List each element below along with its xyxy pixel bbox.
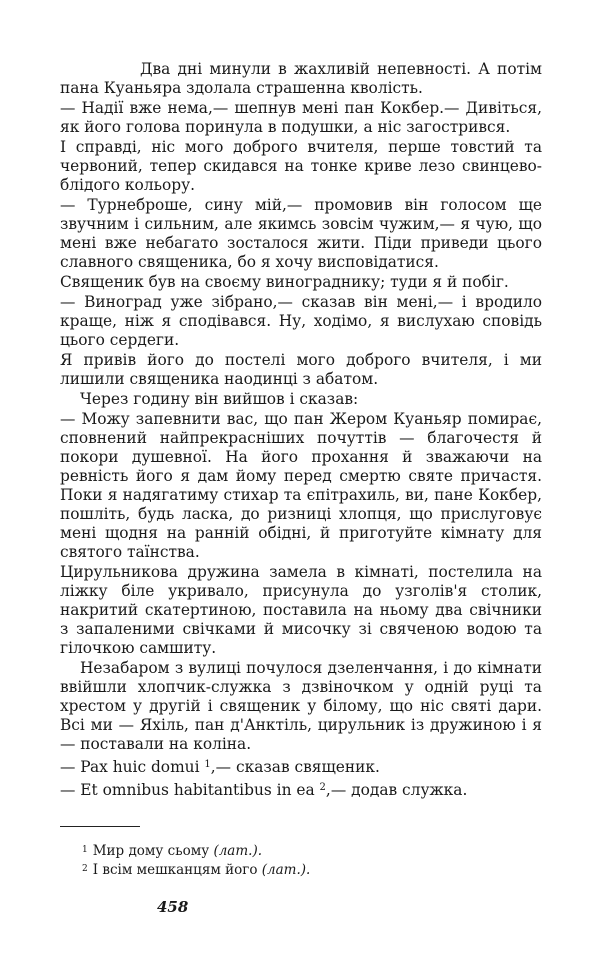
footnote-divider [60,826,140,827]
paragraph: Незабаром з вулиці почулося дзеленчання, і до кімнати ввійшли хлопчик-служка з дзвіночком у одній руці та хрестом у другій і священик у білому, що ніс святі дари. Всі ми — Яхіль, пан д'Анктіль, цирульник із дружиною і я — поставали на коліна. [60,659,542,753]
latin-text-after: ,— додав служка. [325,781,468,799]
paragraph: Два дні минули в жахливій непевності. А потім пана Куаньяра здолала страшенна кволість. [60,60,542,97]
footnote-text: Мир дому сьому [92,843,214,859]
paragraph: Цирульникова дружина замела в кімнаті, постелила на ліжку біле укривало, присунула до узголів'я столик, накритий скатертиною, поставила на ньому два свічники з запаленими свічками й мисочку зі свяченою водою та гілочкою самшиту. [60,563,542,657]
paragraph: Священик був на своєму винограднику; туди я й побіг. [60,273,509,291]
latin-line [60,755,542,777]
paragraph: — Виноград уже зібрано,— сказав він мені,— і вродило краще, ніж я сподівався. Ну, ходімо, я вислухаю сповідь цього сердеги. [60,293,542,349]
footnote-ref: 2 [319,782,326,793]
footnote-ref: 1 [204,759,211,770]
footnote-mark: 2 [82,864,88,874]
latin-text: — Pax huic domui [60,758,205,776]
paragraph: — Турнеброше, сину мій,— промовив він голосом ще звучним і сильним, але якимсь зовсім чужим,— я чую, що мені вже небагато зосталося жити. Піди приведи цього славного священика, бо я хочу висповідатися. [60,196,542,271]
book-page [60,60,542,879]
footnote-text: І всім мешканцям його [92,862,262,878]
paragraph: І справді, ніс мого доброго вчителя, перше товстий та червоний, тепер скидався на тонке криве лезо свинцево-блідого кольору. [60,138,542,194]
paragraph: — Можу запевнити вас, що пан Жером Куаньяр помирає, сповнений найпрекрасніших почуттів — благочестя й покори душевної. На його прохання й зважаючи на ревність його я дам йому перед смертю святе причастя. Поки я надягатиму стихар та єпітрахиль, ви, пане Кокбер, пошліть, будь ласка, до ризниці хлопця, що прислуговує мені щодня на ранній обідні, й приготуйте кімнату для святого таїнства. [60,410,542,561]
footnotes [82,841,542,879]
latin-text-after: ,— сказав священик. [210,758,380,776]
latin-text: — Et omnibus habitantibus in ea [60,781,320,799]
page-number: 458 [157,898,189,916]
footnote-note: (лат.). [213,843,262,859]
paragraph: Через годину він вийшов і сказав: [80,390,359,408]
latin-line [60,778,542,800]
page-number-row [60,898,542,916]
footnote-mark: 1 [82,845,88,855]
footnote [82,860,542,879]
paragraph: Я привів його до постелі мого доброго вчителя, і ми лишили священика наодинці з абатом. [60,351,542,388]
paragraph: — Надії вже нема,— шепнув мені пан Кокбер.— Дивіться, як його голова поринула в подушки, а ніс загострився. [60,99,542,136]
footnote-note: (лат.). [261,862,311,878]
footnote [82,841,542,860]
